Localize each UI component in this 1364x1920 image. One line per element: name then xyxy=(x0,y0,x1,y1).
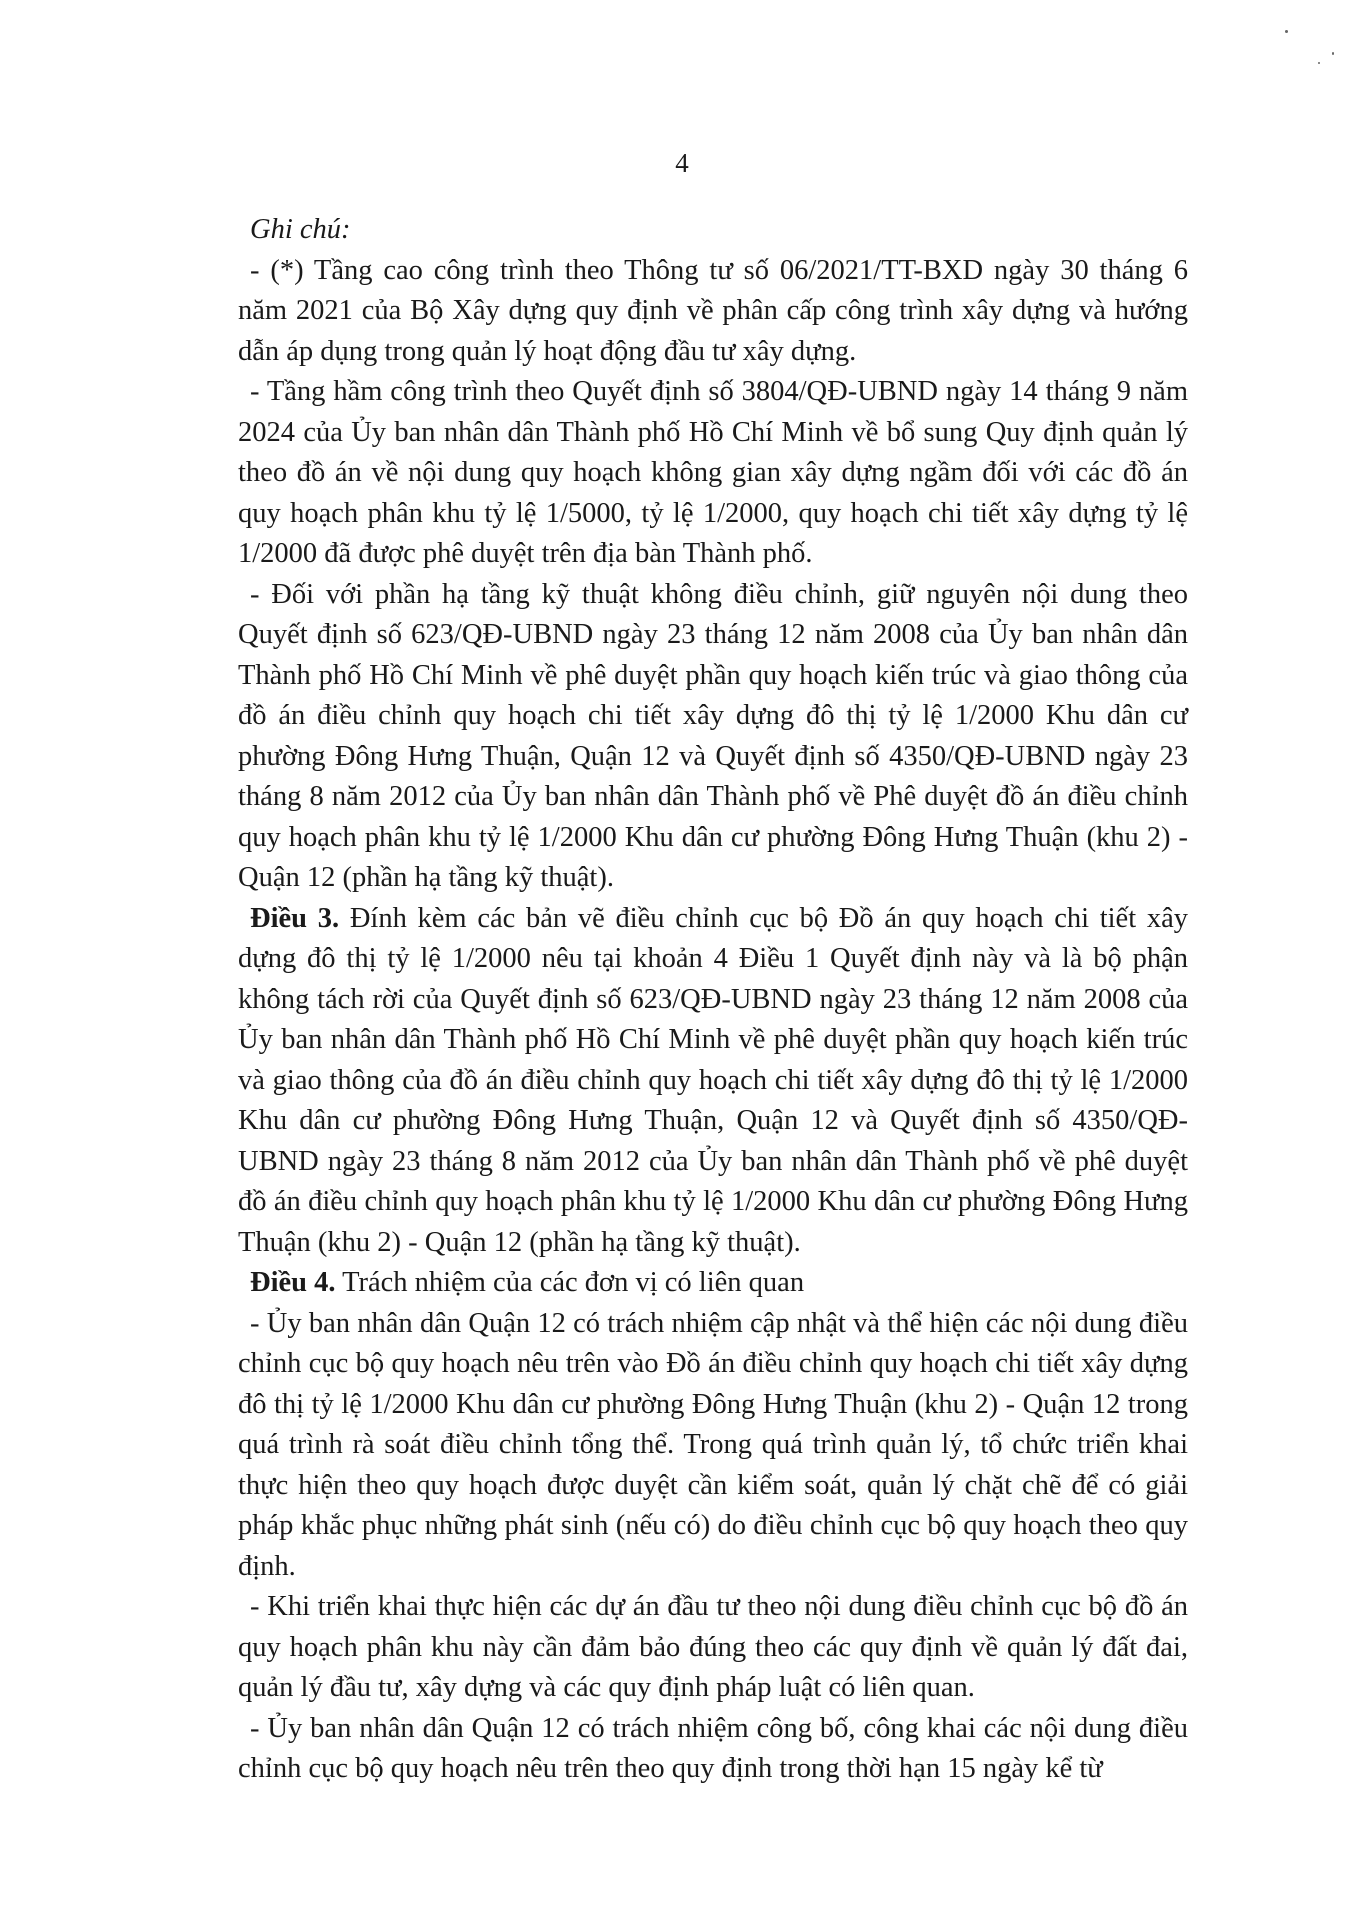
document-body xyxy=(238,210,1188,1790)
article-4-item-publish: - Ủy ban nhân dân Quận 12 có trách nhiệm công bố, công khai các nội dung điều chỉnh cục bộ quy hoạch nêu trên theo quy định trong thời hạn 15 ngày kể từ xyxy=(238,1712,1188,1784)
page-number: 4 xyxy=(675,148,689,178)
article-4 xyxy=(238,1263,1188,1304)
note-floors: - (*) Tầng cao công trình theo Thông tư số 06/2021/TT-BXD ngày 30 tháng 6 năm 2021 của Bộ Xây dựng quy định về phân cấp công trình xây dựng và hướng dẫn áp dụng trong quản lý hoạt động đầu tư xây dựng. xyxy=(238,254,1188,367)
article-4-item-update: - Ủy ban nhân dân Quận 12 có trách nhiệm cập nhật và thể hiện các nội dung điều chỉnh cục bộ quy hoạch nêu trên vào Đồ án điều chỉnh quy hoạch chi tiết xây dựng đô thị tỷ lệ 1/2000 Khu dân cư phường Đông Hưng Thuận (khu 2) - Quận 12 trong quá trình rà soát điều chỉnh tổng thể. Trong quá trình quản lý, tổ chức triển khai thực hiện theo quy hoạch được duyệt cần kiểm soát, quản lý chặt chẽ để có giải pháp khắc phục những phát sinh (nếu có) do điều chỉnh cục bộ quy hoạch theo quy định. xyxy=(238,1307,1188,1582)
note-basement: - Tầng hầm công trình theo Quyết định số 3804/QĐ-UBND ngày 14 tháng 9 năm 2024 của Ủy ban nhân dân Thành phố Hồ Chí Minh về bổ sung Quy định quản lý theo đồ án về nội dung quy hoạch không gian xây dựng ngầm đối với các đồ án quy hoạch phân khu tỷ lệ 1/5000, tỷ lệ 1/2000, quy hoạch chi tiết xây dựng tỷ lệ 1/2000 đã được phê duyệt trên địa bàn Thành phố. xyxy=(238,376,1188,569)
article-3-text: Đính kèm các bản vẽ điều chỉnh cục bộ Đồ án quy hoạch chi tiết xây dựng đô thị tỷ lệ 1/2000 nêu tại khoản 4 Điều 1 Quyết định này và là bộ phận không tách rời của Quyết định số 623/QĐ-UBND ngày 23 tháng 12 năm 2008 của Ủy ban nhân dân Thành phố Hồ Chí Minh về phê duyệt phần quy hoạch kiến trúc và giao thông của đồ án điều chỉnh quy hoạch chi tiết xây dựng đô thị tỷ lệ 1/2000 Khu dân cư phường Đông Hưng Thuận, Quận 12 và Quyết định số 4350/QĐ-UBND ngày 23 tháng 8 năm 2012 của Ủy ban nhân dân Thành phố về phê duyệt đồ án điều chỉnh quy hoạch phân khu tỷ lệ 1/2000 Khu dân cư phường Đông Hưng Thuận (khu 2) - Quận 12 (phần hạ tầng kỹ thuật). xyxy=(238,902,1188,1258)
scan-speck xyxy=(1332,52,1334,55)
article-4-text: Trách nhiệm của các đơn vị có liên quan xyxy=(335,1267,805,1298)
article-3-label: Điều 3. xyxy=(250,902,340,934)
note-infrastructure: - Đối với phần hạ tầng kỹ thuật không điều chỉnh, giữ nguyên nội dung theo Quyết định số 623/QĐ-UBND ngày 23 tháng 12 năm 2008 của Ủy ban nhân dân Thành phố Hồ Chí Minh về phê duyệt phần quy hoạch kiến trúc và giao thông của đồ án điều chỉnh quy hoạch chi tiết xây dựng đô thị tỷ lệ 1/2000 Khu dân cư phường Đông Hưng Thuận, Quận 12 và Quyết định số 4350/QĐ-UBND ngày 23 tháng 8 năm 2012 của Ủy ban nhân dân Thành phố về Phê duyệt đồ án điều chỉnh quy hoạch phân khu tỷ lệ 1/2000 Khu dân cư phường Đông Hưng Thuận (khu 2) - Quận 12 (phần hạ tầng kỹ thuật). xyxy=(238,578,1188,893)
article-3 xyxy=(238,899,1188,1264)
scan-speck xyxy=(1318,62,1320,64)
article-4-item-implement: - Khi triển khai thực hiện các dự án đầu tư theo nội dung điều chỉnh cục bộ đồ án quy hoạch phân khu này cần đảm bảo đúng theo các quy định về quản lý đất đai, quản lý đầu tư, xây dựng và các quy định pháp luật có liên quan. xyxy=(238,1591,1188,1703)
scan-speck xyxy=(1285,30,1288,33)
note-heading: Ghi chú: xyxy=(250,214,351,245)
article-4-label: Điều 4. xyxy=(250,1267,336,1298)
